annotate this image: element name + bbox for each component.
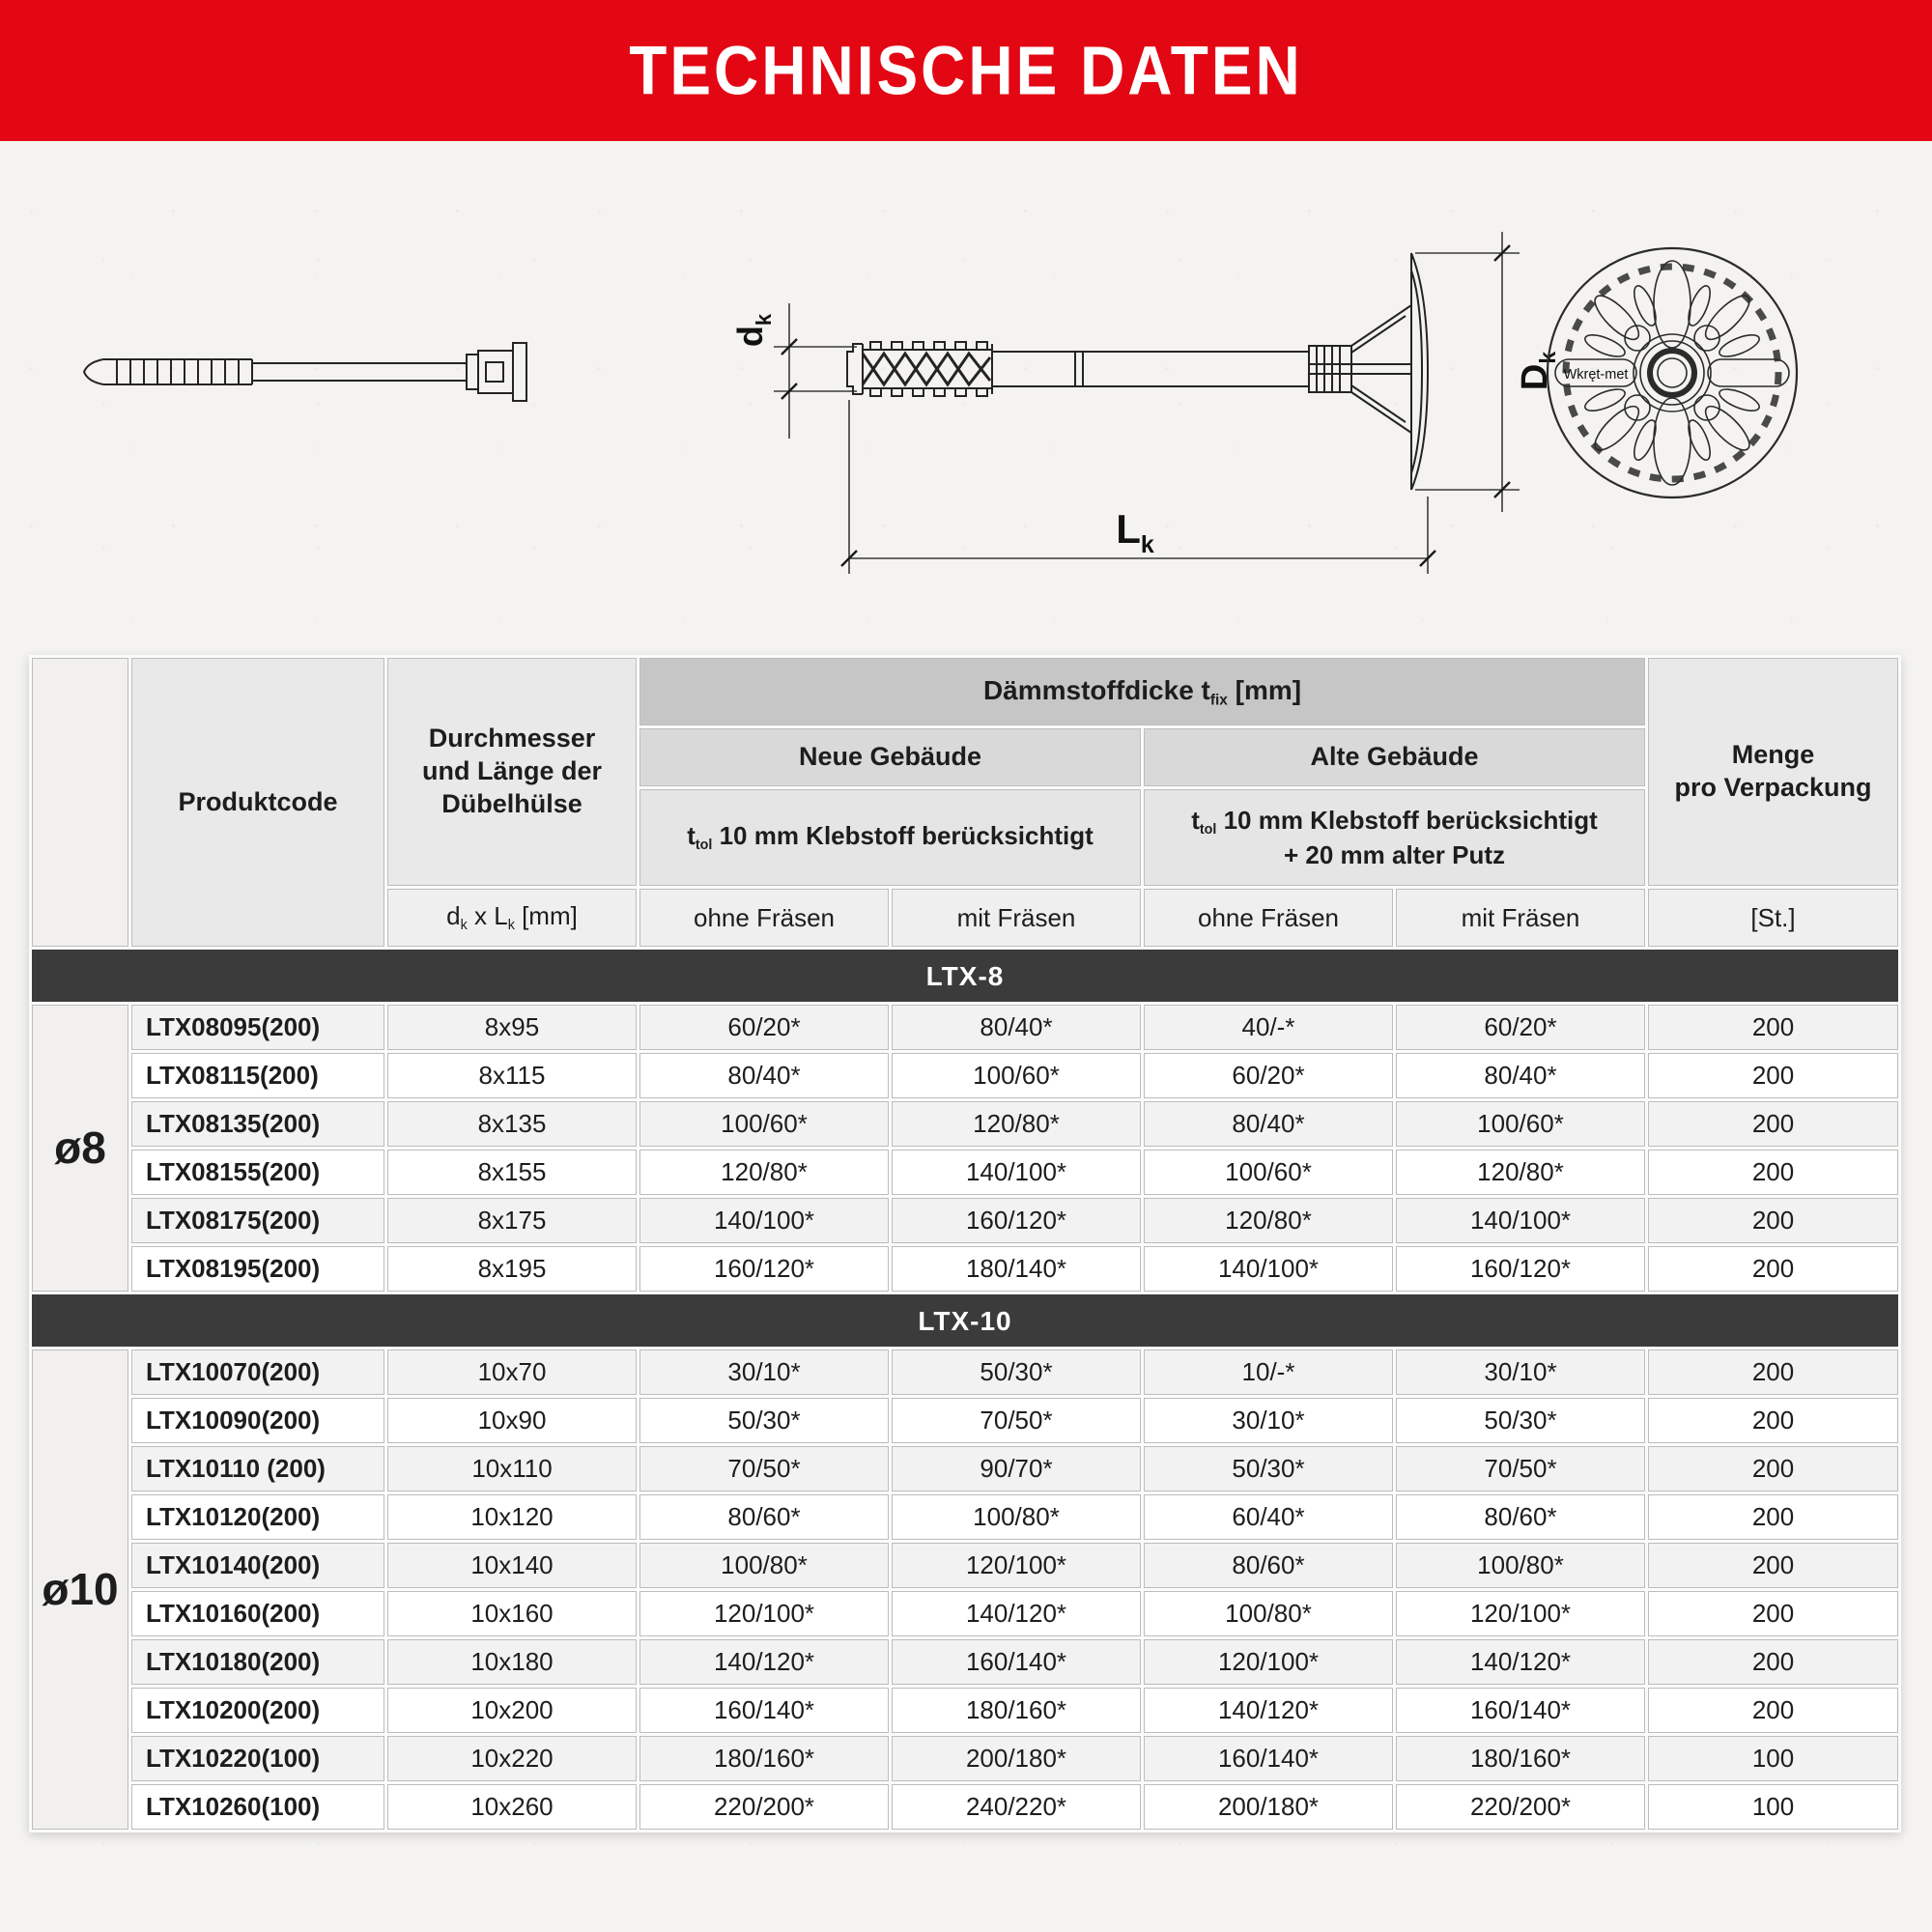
- value-cell: 10x120: [387, 1494, 637, 1540]
- value-cell: 200/180*: [892, 1736, 1141, 1781]
- value-cell: 200: [1648, 1198, 1898, 1243]
- product-code: LTX10090(200): [131, 1398, 384, 1443]
- Dk-dimension: [1415, 232, 1560, 512]
- value-cell: 100/60*: [1144, 1150, 1393, 1195]
- value-cell: 100: [1648, 1736, 1898, 1781]
- menge-line2: pro Verpackung: [1674, 773, 1872, 802]
- value-cell: 70/50*: [639, 1446, 889, 1492]
- value-cell: 30/10*: [1144, 1398, 1393, 1443]
- value-cell: 220/200*: [639, 1784, 889, 1830]
- value-cell: 50/30*: [892, 1350, 1141, 1395]
- value-cell: 100: [1648, 1784, 1898, 1830]
- value-cell: 200: [1648, 1688, 1898, 1733]
- value-cell: 180/160*: [1396, 1736, 1645, 1781]
- value-cell: 120/100*: [639, 1591, 889, 1636]
- value-cell: 8x175: [387, 1198, 637, 1243]
- value-cell: 60/20*: [639, 1005, 889, 1050]
- product-code: LTX08095(200): [131, 1005, 384, 1050]
- product-code: LTX10110 (200): [131, 1446, 384, 1492]
- col-header-ttol-alte: ttol 10 mm Klebstoff berücksichtigt + 20 mm alter Putz: [1144, 789, 1645, 886]
- col-subheader-dkxlk: dk x Lk [mm]: [387, 889, 637, 947]
- value-cell: 50/30*: [1396, 1398, 1645, 1443]
- col-subheader-stueck: [St.]: [1648, 889, 1898, 947]
- table-row: [32, 1101, 1898, 1147]
- value-cell: 120/80*: [1396, 1150, 1645, 1195]
- product-code: LTX08135(200): [131, 1101, 384, 1147]
- value-cell: 200: [1648, 1101, 1898, 1147]
- menge-line1: Menge: [1731, 740, 1815, 770]
- value-cell: 30/10*: [639, 1350, 889, 1395]
- table-row: [32, 1446, 1898, 1492]
- value-cell: 160/140*: [1396, 1688, 1645, 1733]
- value-cell: 180/160*: [639, 1736, 889, 1781]
- col-header-ttol-neue: ttol 10 mm Klebstoff berücksichtigt: [639, 789, 1141, 886]
- value-cell: 160/140*: [1144, 1736, 1393, 1781]
- value-cell: 10x90: [387, 1398, 637, 1443]
- value-cell: 200: [1648, 1150, 1898, 1195]
- value-cell: 140/100*: [1144, 1246, 1393, 1292]
- col-subheader-neue-mit: mit Fräsen: [892, 889, 1141, 947]
- value-cell: 60/20*: [1144, 1053, 1393, 1098]
- value-cell: 70/50*: [892, 1398, 1141, 1443]
- table-row: [32, 1494, 1898, 1540]
- value-cell: 100/80*: [1144, 1591, 1393, 1636]
- value-cell: 200: [1648, 1246, 1898, 1292]
- table-row: [32, 1350, 1898, 1395]
- value-cell: 100/60*: [892, 1053, 1141, 1098]
- value-cell: 10x200: [387, 1688, 637, 1733]
- diameter-label: ø8: [32, 1005, 128, 1292]
- value-cell: 160/140*: [892, 1639, 1141, 1685]
- dowel-drawing: [729, 214, 1579, 601]
- value-cell: 8x135: [387, 1101, 637, 1147]
- product-code: LTX10260(100): [131, 1784, 384, 1830]
- value-cell: 30/10*: [1396, 1350, 1645, 1395]
- col-header-daemmstoffdicke: Dämmstoffdicke tfix [mm]: [639, 658, 1645, 725]
- value-cell: 200: [1648, 1543, 1898, 1588]
- value-cell: 80/40*: [1396, 1053, 1645, 1098]
- value-cell: 120/100*: [1144, 1639, 1393, 1685]
- value-cell: 200: [1648, 1494, 1898, 1540]
- col-subheader-neue-ohne: ohne Fräsen: [639, 889, 889, 947]
- section-band: LTX-10: [32, 1294, 1898, 1347]
- value-cell: 100/80*: [1396, 1543, 1645, 1588]
- value-cell: 160/140*: [639, 1688, 889, 1733]
- value-cell: 80/60*: [1144, 1543, 1393, 1588]
- value-cell: 160/120*: [1396, 1246, 1645, 1292]
- value-cell: 8x195: [387, 1246, 637, 1292]
- value-cell: 100/80*: [892, 1494, 1141, 1540]
- value-cell: 8x115: [387, 1053, 637, 1098]
- value-cell: 140/120*: [892, 1591, 1141, 1636]
- table-row: [32, 1398, 1898, 1443]
- table-row: [32, 1543, 1898, 1588]
- Lk-dimension: [841, 400, 1435, 574]
- col-header-produktcode: Produktcode: [131, 658, 384, 947]
- value-cell: 180/140*: [892, 1246, 1141, 1292]
- expansion-lattice: [863, 354, 990, 384]
- value-cell: 10x110: [387, 1446, 637, 1492]
- value-cell: 10x180: [387, 1639, 637, 1685]
- value-cell: 240/220*: [892, 1784, 1141, 1830]
- value-cell: 200/180*: [1144, 1784, 1393, 1830]
- product-code: LTX10140(200): [131, 1543, 384, 1588]
- value-cell: 160/120*: [892, 1198, 1141, 1243]
- value-cell: 200: [1648, 1398, 1898, 1443]
- product-code: LTX08195(200): [131, 1246, 384, 1292]
- value-cell: 140/100*: [639, 1198, 889, 1243]
- col-header-menge: [1648, 658, 1898, 886]
- col-subheader-alte-mit: mit Fräsen: [1396, 889, 1645, 947]
- value-cell: 120/80*: [892, 1101, 1141, 1147]
- plate-brand-label: Wkręt-met: [1563, 367, 1629, 383]
- Lk-label: $L_k$: [1116, 506, 1154, 558]
- spec-table-wrapper: [29, 655, 1901, 1833]
- table-row: [32, 1005, 1898, 1050]
- value-cell: 140/100*: [892, 1150, 1141, 1195]
- value-cell: 120/80*: [1144, 1198, 1393, 1243]
- table-row: [32, 1688, 1898, 1733]
- value-cell: 50/30*: [1144, 1446, 1393, 1492]
- dk-dimension: [730, 303, 857, 439]
- col-subheader-alte-ohne: ohne Fräsen: [1144, 889, 1393, 947]
- value-cell: 200: [1648, 1005, 1898, 1050]
- value-cell: 200: [1648, 1446, 1898, 1492]
- pin-drawing: [72, 319, 546, 425]
- table-row: [32, 1150, 1898, 1195]
- value-cell: 200: [1648, 1591, 1898, 1636]
- table-row: [32, 1591, 1898, 1636]
- product-code: LTX10220(100): [131, 1736, 384, 1781]
- table-row: [32, 1053, 1898, 1098]
- value-cell: 140/120*: [1396, 1639, 1645, 1685]
- value-cell: 10x70: [387, 1350, 637, 1395]
- product-code: LTX10200(200): [131, 1688, 384, 1733]
- diameter-label: ø10: [32, 1350, 128, 1830]
- value-cell: 100/60*: [1396, 1101, 1645, 1147]
- value-cell: 80/40*: [892, 1005, 1141, 1050]
- value-cell: 50/30*: [639, 1398, 889, 1443]
- value-cell: 90/70*: [892, 1446, 1141, 1492]
- page-title: TECHNISCHE DATEN: [629, 31, 1303, 110]
- durchmesser-line2: und Länge der: [421, 756, 602, 786]
- table-row: [32, 1736, 1898, 1781]
- value-cell: 220/200*: [1396, 1784, 1645, 1830]
- value-cell: 80/60*: [639, 1494, 889, 1540]
- value-cell: 120/80*: [639, 1150, 889, 1195]
- value-cell: 100/80*: [639, 1543, 889, 1588]
- dk-label: $d_k$: [730, 313, 776, 348]
- value-cell: 80/60*: [1396, 1494, 1645, 1540]
- pin-outline: [84, 343, 526, 401]
- value-cell: 80/40*: [1144, 1101, 1393, 1147]
- product-code: LTX10180(200): [131, 1639, 384, 1685]
- section-band: LTX-8: [32, 950, 1898, 1002]
- value-cell: 200: [1648, 1350, 1898, 1395]
- plate-drawing: [1544, 244, 1801, 501]
- value-cell: 10x160: [387, 1591, 637, 1636]
- value-cell: 60/40*: [1144, 1494, 1393, 1540]
- value-cell: 70/50*: [1396, 1446, 1645, 1492]
- value-cell: 40/-*: [1144, 1005, 1393, 1050]
- value-cell: 200: [1648, 1053, 1898, 1098]
- col-header-neue-gebaeude: Neue Gebäude: [639, 728, 1141, 786]
- value-cell: 140/100*: [1396, 1198, 1645, 1243]
- product-code: LTX08115(200): [131, 1053, 384, 1098]
- value-cell: 10x140: [387, 1543, 637, 1588]
- col-header-alte-gebaeude: Alte Gebäude: [1144, 728, 1645, 786]
- value-cell: 160/120*: [639, 1246, 889, 1292]
- product-code: LTX08175(200): [131, 1198, 384, 1243]
- table-row: [32, 1639, 1898, 1685]
- value-cell: 10/-*: [1144, 1350, 1393, 1395]
- value-cell: 10x260: [387, 1784, 637, 1830]
- value-cell: 120/100*: [1396, 1591, 1645, 1636]
- table-row: [32, 1784, 1898, 1830]
- spec-table: [29, 655, 1901, 1833]
- durchmesser-line1: Durchmesser: [428, 724, 596, 753]
- value-cell: 100/60*: [639, 1101, 889, 1147]
- product-code: LTX10070(200): [131, 1350, 384, 1395]
- value-cell: 8x95: [387, 1005, 637, 1050]
- value-cell: 140/120*: [1144, 1688, 1393, 1733]
- col-header-durchmesser: [387, 658, 637, 886]
- value-cell: 10x220: [387, 1736, 637, 1781]
- value-cell: 120/100*: [892, 1543, 1141, 1588]
- value-cell: 60/20*: [1396, 1005, 1645, 1050]
- product-code: LTX10160(200): [131, 1591, 384, 1636]
- value-cell: 140/120*: [639, 1639, 889, 1685]
- value-cell: 180/160*: [892, 1688, 1141, 1733]
- value-cell: 80/40*: [639, 1053, 889, 1098]
- durchmesser-line3: Dübelhülse: [441, 788, 582, 818]
- value-cell: 8x155: [387, 1150, 637, 1195]
- table-row: [32, 1246, 1898, 1292]
- title-banner: [0, 0, 1932, 141]
- value-cell: 200: [1648, 1639, 1898, 1685]
- Dk-label: $D_k$: [1515, 351, 1560, 391]
- table-row: [32, 1198, 1898, 1243]
- product-code: LTX08155(200): [131, 1150, 384, 1195]
- corner-cell: [32, 658, 128, 947]
- product-code: LTX10120(200): [131, 1494, 384, 1540]
